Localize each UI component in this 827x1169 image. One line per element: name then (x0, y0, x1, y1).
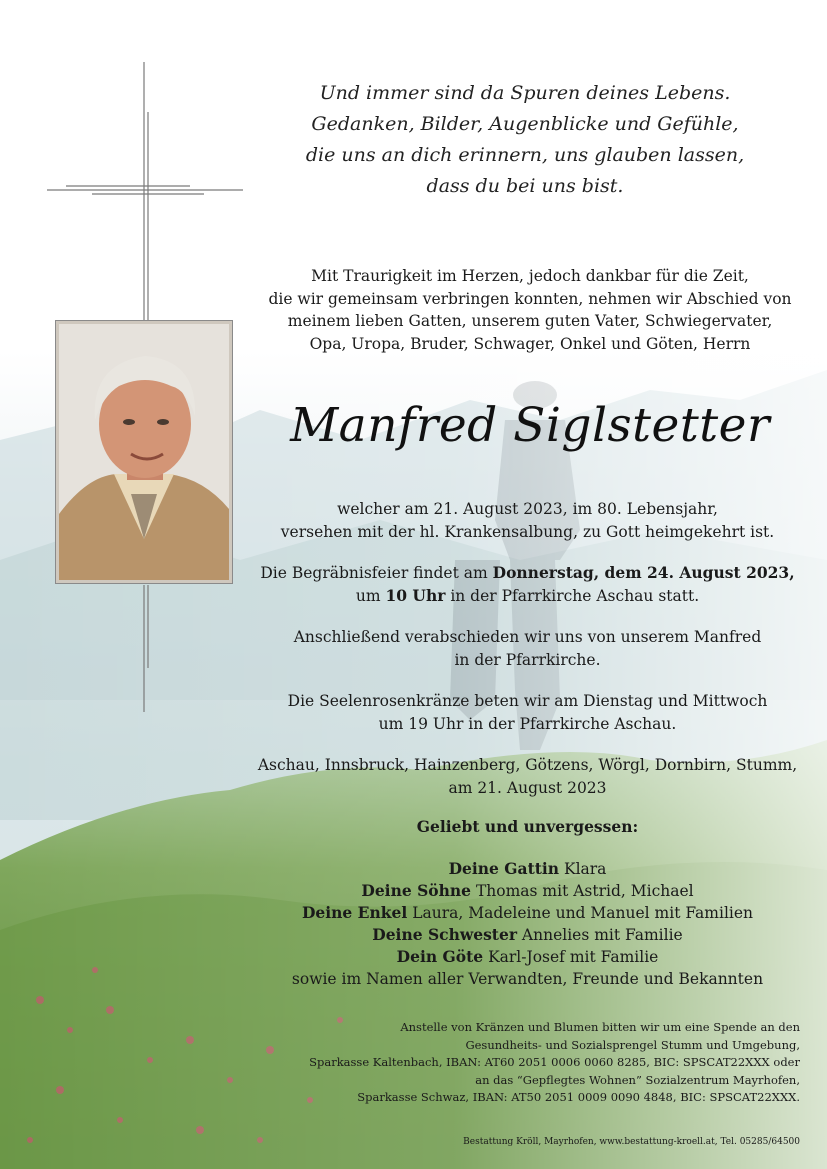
mourners-closing: sowie im Namen aller Verwandten, Freunde und Bekannten (291, 970, 764, 988)
death-notice-line: welcher am 21. August 2023, im 80. Lebensjahr, (337, 500, 718, 518)
mourner-entry (240, 880, 815, 902)
farewell-info (240, 626, 815, 671)
places-date (240, 754, 815, 799)
funeral-home-footer: Bestattung Kröll, Mayrhofen, www.bestattung-kroell.at, Tel. 05285/64500 (463, 1137, 800, 1147)
mourner-names: Laura, Madeleine und Manuel mit Familien (407, 904, 754, 922)
poem-line: dass du bei uns bist. (426, 175, 624, 197)
funeral-intro: Die Begräbnisfeier findet am (260, 564, 493, 582)
donation-line: Sparkasse Schwaz, IBAN: AT50 2051 0009 0090 4848, BIC: SPSCAT22XXX. (357, 1090, 800, 1104)
funeral-date: Donnerstag, dem 24. August 2023, (492, 563, 795, 582)
notice-body (240, 498, 815, 818)
funeral-line-2 (240, 585, 815, 608)
death-notice (240, 498, 815, 543)
farewell-line: Anschließend verabschieden wir uns von unserem Manfred (293, 628, 762, 646)
funeral-line-1 (240, 562, 815, 585)
beloved-heading-text: Geliebt und unvergessen: (416, 817, 639, 836)
funeral-info (240, 562, 815, 607)
funeral-location: in der Pfarrkirche Aschau statt. (445, 586, 700, 605)
donation-line: Gesundheits- und Sozialsprengel Stumm und Umgebung, (465, 1037, 800, 1052)
poem-line: Gedanken, Bilder, Augenblicke und Gefühle, (311, 113, 739, 135)
mourners-section (240, 816, 815, 990)
intro-text (250, 265, 810, 355)
mourner-names: Thomas mit Astrid, Michael (471, 882, 694, 900)
beloved-heading (240, 816, 815, 838)
places-line: Aschau, Innsbruck, Hainzenberg, Götzens, Wörgl, Dornbirn, Stumm, (257, 756, 798, 774)
portrait-photo (55, 320, 233, 584)
rosary-line: um 19 Uhr in der Pfarrkirche Aschau. (378, 714, 677, 733)
mourner-role: Dein Göte (396, 947, 484, 966)
portrait-image (59, 324, 229, 580)
rosary-info (240, 690, 815, 735)
donation-notice (300, 1019, 800, 1107)
donation-line: Sparkasse Kaltenbach, IBAN: AT60 2051 0006 0060 8285, BIC: SPSCAT22XXX oder (309, 1055, 800, 1069)
mourner-role: Deine Schwester (372, 925, 517, 944)
mourner-names: Klara (559, 860, 607, 878)
poem-line: die uns an dich erinnern, uns glauben lassen, (305, 144, 745, 166)
mourner-entry (240, 924, 815, 946)
intro-line: die wir gemeinsam verbringen konnten, nehmen wir Abschied von (268, 289, 792, 308)
mourner-entry (240, 858, 815, 880)
date-line: am 21. August 2023 (448, 778, 607, 797)
rosary-line: Die Seelenrosenkränze beten wir am Dienstag und Mittwoch (287, 692, 768, 710)
memorial-poem (300, 78, 750, 202)
mourner-role: Deine Enkel (301, 903, 408, 922)
mourner-entry (240, 902, 815, 924)
intro-line: meinem lieben Gatten, unserem guten Vater, Schwiegervater, (287, 312, 773, 330)
deceased-name: Manfred Siglstetter (290, 398, 770, 453)
farewell-line: in der Pfarrkirche. (454, 650, 601, 669)
intro-line: Opa, Uropa, Bruder, Schwager, Onkel und Göten, Herrn (309, 334, 751, 353)
mourner-names: Karl-Josef mit Familie (483, 948, 659, 966)
death-notice-line: versehen mit der hl. Krankensalbung, zu Gott heimgekehrt ist. (280, 522, 775, 541)
mourner-entry (240, 946, 815, 968)
poem-line: Und immer sind da Spuren deines Lebens. (319, 82, 731, 104)
intro-line: Mit Traurigkeit im Herzen, jedoch dankbar für die Zeit, (311, 267, 749, 285)
mourner-role: Deine Söhne (361, 881, 472, 900)
funeral-time-prefix: um (355, 586, 386, 605)
mourner-role: Deine Gattin (448, 859, 560, 878)
donation-line: an das “Gepflegtes Wohnen” Sozialzentrum Mayrhofen, (475, 1072, 800, 1087)
donation-line: Anstelle von Kränzen und Blumen bitten wir um eine Spende an den (400, 1020, 800, 1034)
mourner-names: Annelies mit Familie (517, 926, 683, 944)
funeral-time: 10 Uhr (385, 585, 446, 605)
